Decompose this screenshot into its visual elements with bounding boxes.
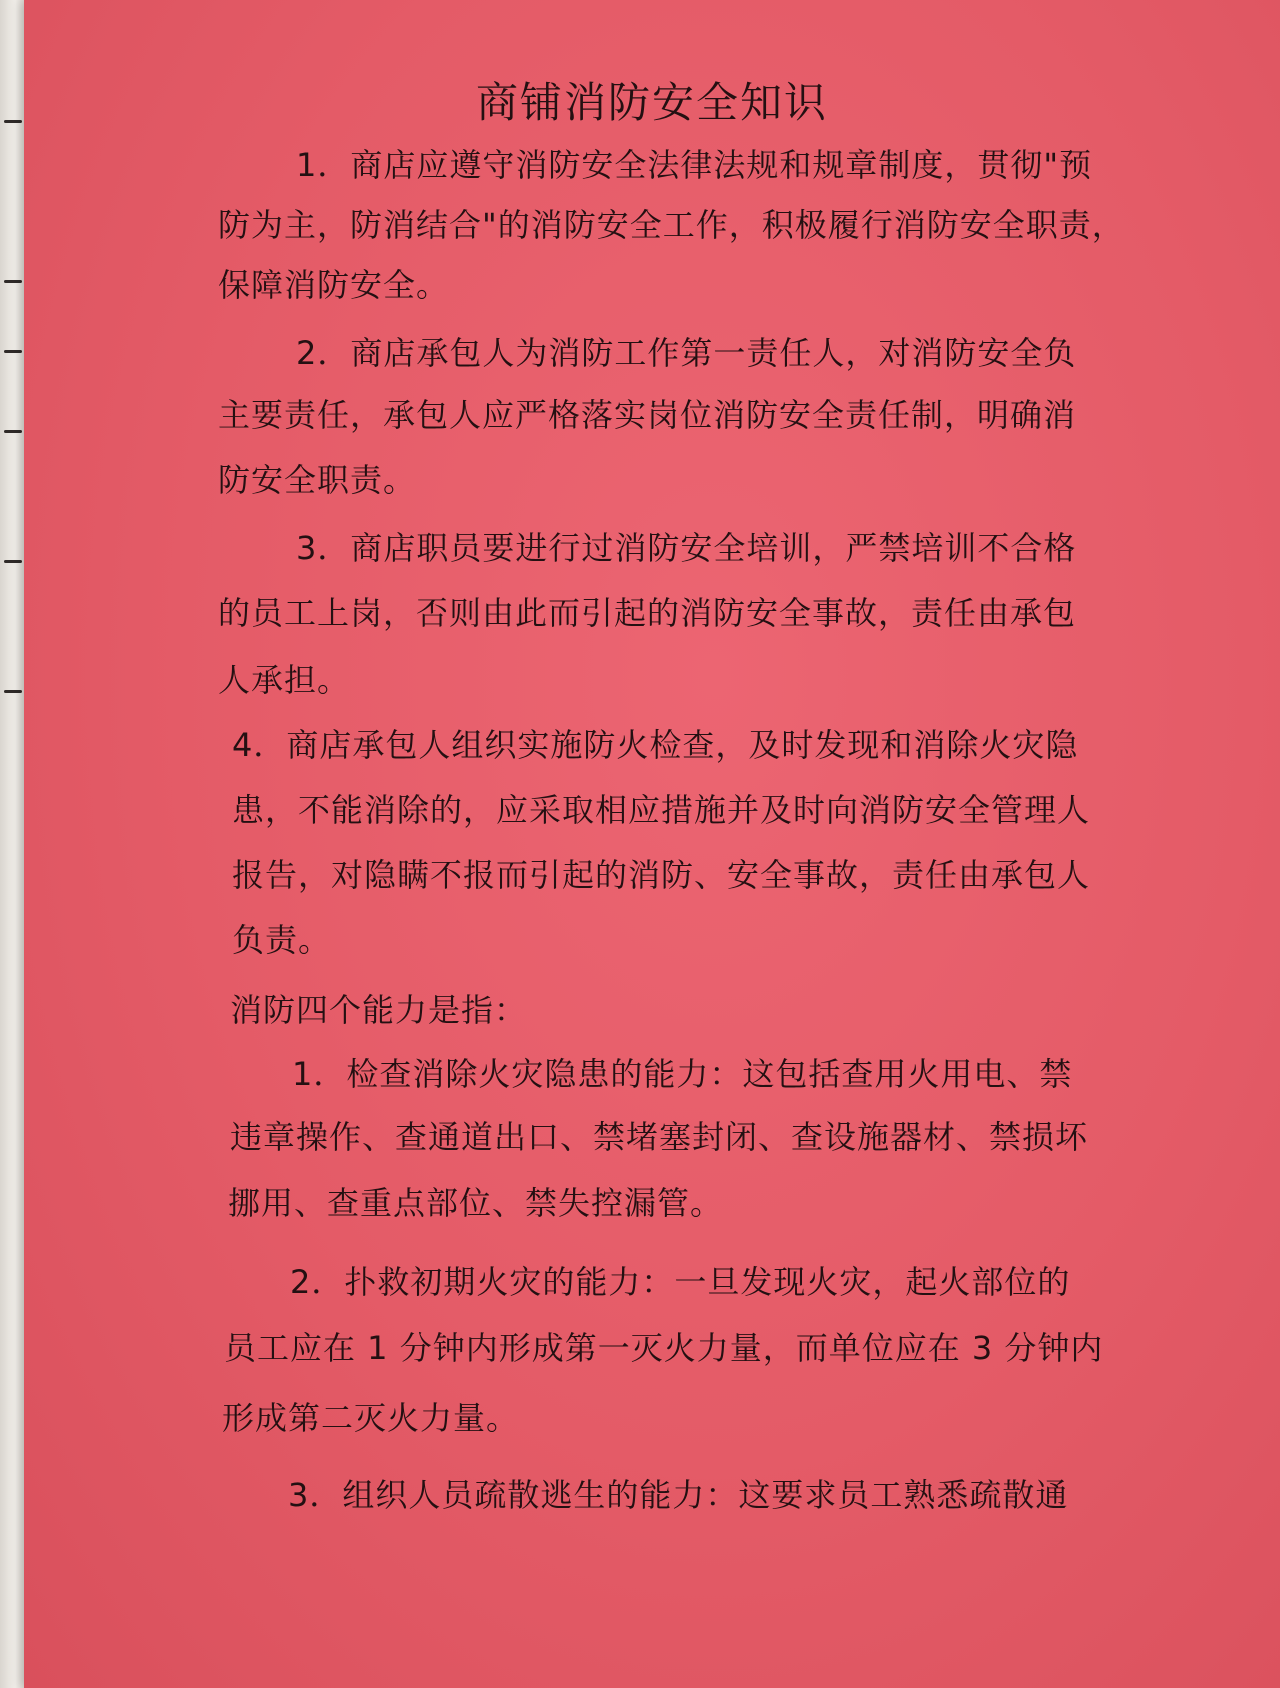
paragraph-line: 1．商店应遵守消防安全法律法规和规章制度，贯彻"预 xyxy=(296,146,1093,184)
document-text xyxy=(24,0,1280,1688)
edge-mark xyxy=(4,280,22,283)
edge-mark xyxy=(4,350,22,353)
paragraph-line: 主要责任，承包人应严格落实岗位消防安全责任制，明确消 xyxy=(218,396,1077,434)
paragraph-line: 负责。 xyxy=(232,921,332,959)
paragraph-line: 防安全职责。 xyxy=(218,461,417,499)
edge-mark xyxy=(4,690,22,693)
paragraph-line: 3．商店职员要进行过消防安全培训，严禁培训不合格 xyxy=(296,529,1077,567)
paragraph-line: 违章操作、查通道出口、禁堵塞封闭、查设施器材、禁损坏 xyxy=(230,1118,1089,1156)
paragraph-line: 员工应在 1 分钟内形成第一灭火力量，而单位应在 3 分钟内 xyxy=(224,1329,1104,1367)
paragraph-line: 人承担。 xyxy=(218,661,351,699)
edge-mark xyxy=(4,560,22,563)
edge-mark xyxy=(4,430,22,433)
paragraph-line: 防为主，防消结合"的消防安全工作，积极履行消防安全职责， xyxy=(218,206,1125,244)
paragraph-line: 2．商店承包人为消防工作第一责任人，对消防安全负 xyxy=(296,334,1077,372)
paragraph-line: 2．扑救初期火灾的能力：一旦发现火灾，起火部位的 xyxy=(290,1263,1071,1301)
paragraph-line: 患，不能消除的，应采取相应措施并及时向消防安全管理人 xyxy=(232,791,1091,829)
paragraph-line: 4．商店承包人组织实施防火检查，及时发现和消除火灾隐 xyxy=(232,726,1079,764)
paragraph-line: 挪用、查重点部位、禁失控漏管。 xyxy=(228,1184,724,1222)
red-paper-sheet xyxy=(24,0,1280,1688)
edge-mark xyxy=(4,120,22,123)
document-title: 商铺消防安全知识 xyxy=(475,78,828,127)
paragraph-line: 形成第二灭火力量。 xyxy=(222,1399,520,1437)
paragraph-line: 3．组织人员疏散逃生的能力：这要求员工熟悉疏散通 xyxy=(288,1476,1069,1514)
paragraph-line: 1．检查消除火灾隐患的能力：这包括查用火用电、禁 xyxy=(292,1055,1073,1093)
paragraph-line: 的员工上岗，否则由此而引起的消防安全事故，责任由承包 xyxy=(218,594,1077,632)
paragraph-line: 报告，对隐瞒不报而引起的消防、安全事故，责任由承包人 xyxy=(232,856,1091,894)
paragraph-line: 保障消防安全。 xyxy=(218,266,450,304)
section-heading: 消防四个能力是指： xyxy=(230,991,528,1029)
